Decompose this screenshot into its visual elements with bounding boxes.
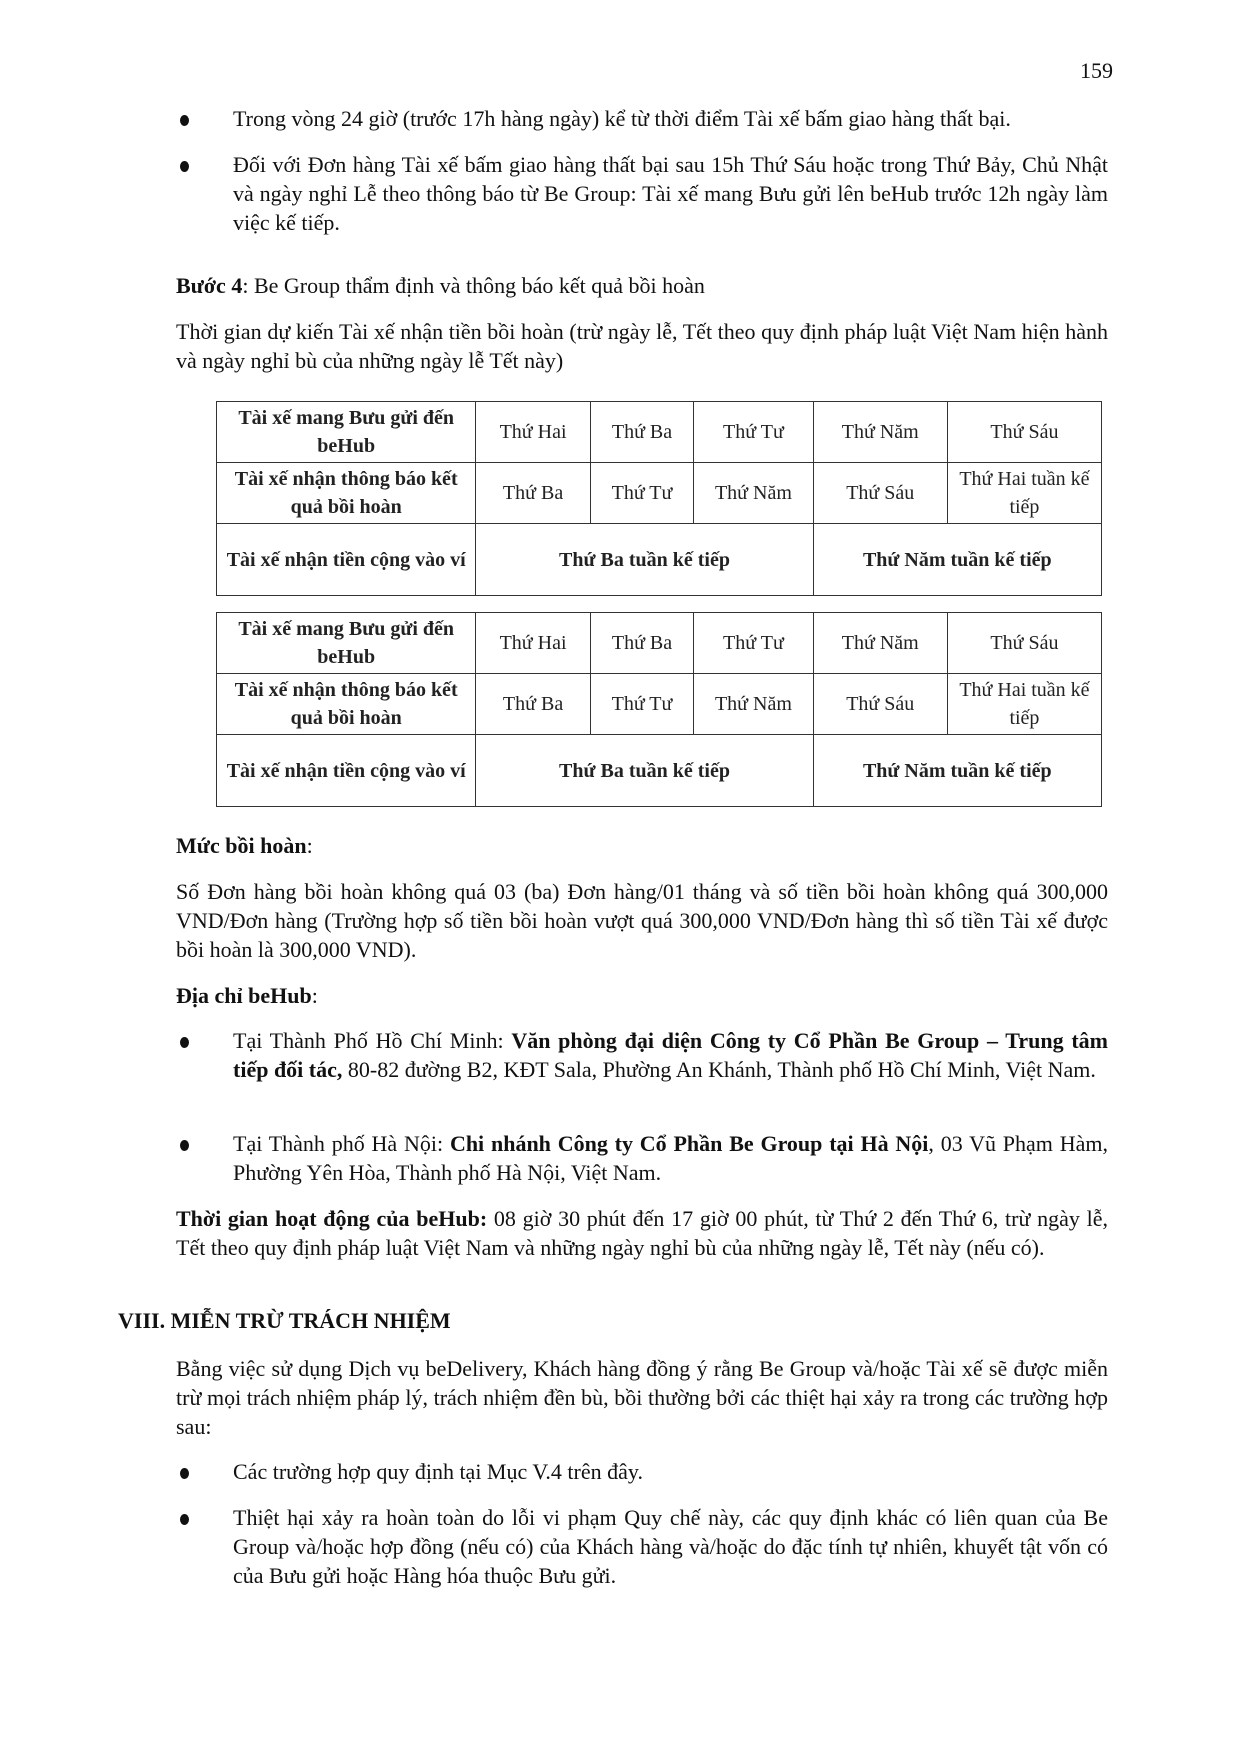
compensation-heading (176, 831, 1108, 860)
table-cell: Thứ Tư (590, 463, 693, 524)
table-cell: Thứ Ba (476, 674, 590, 735)
address-office-name: Chi nhánh Công ty Cổ Phần Be Group tại Hà Nội (449, 1131, 929, 1156)
page-number: 159 (1080, 58, 1113, 83)
table-row (217, 524, 1102, 596)
table-cell: Thứ Tư (694, 613, 813, 674)
table-cell: Thứ Hai (476, 402, 590, 463)
row-header: Tài xế mang Bưu gửi đến beHub (217, 613, 476, 674)
table-cell: Thứ Năm (694, 674, 813, 735)
step4-paragraph (176, 271, 1108, 300)
table-cell: Thứ Năm (813, 402, 947, 463)
table-cell: Thứ Năm tuần kế tiếp (813, 735, 1101, 807)
table-cell: Thứ Ba (476, 463, 590, 524)
bullet-text: Đối với Đơn hàng Tài xế bấm giao hàng thất bại sau 15h Thứ Sáu hoặc trong Thứ Bảy, Chủ Nhật và ngày nghỉ Lễ theo thông báo từ Be Group: Tài xế mang Bưu gửi lên beHub trước 12h ngày làm việc kế tiếp. (233, 152, 1108, 235)
bullet-item (176, 104, 1108, 133)
table-cell: Thứ Hai tuần kế tiếp (947, 463, 1101, 524)
row-header: Tài xế nhận tiền cộng vào ví (217, 735, 476, 807)
table-cell: Thứ Ba (590, 402, 693, 463)
section-intro: Bằng việc sử dụng Dịch vụ beDelivery, Khách hàng đồng ý rằng Be Group và/hoặc Tài xế sẽ được miễn trừ mọi trách nhiệm pháp lý, trách nhiệm đền bù, bồi thường bởi các thiệt hại xảy ra trong các trường hợp sau: (176, 1356, 1108, 1439)
table-cell: Thứ Sáu (813, 674, 947, 735)
table-cell: Thứ Sáu (947, 402, 1101, 463)
bullet-text: Trong vòng 24 giờ (trước 17h hàng ngày) kể từ thời điểm Tài xế bấm giao hàng thất bại. (233, 106, 1011, 131)
address-street: , 03 Vũ Phạm Hàm, Phường Yên Hòa, Thành phố Hà Nội, Việt Nam. (233, 1131, 1108, 1185)
table-cell: Thứ Năm tuần kế tiếp (813, 524, 1101, 596)
row-header: Tài xế nhận tiền cộng vào ví (217, 524, 476, 596)
step4-text: : Be Group thẩm định và thông báo kết quả bồi hoàn (242, 273, 705, 298)
table-cell: Thứ Hai (476, 613, 590, 674)
table-row (217, 463, 1102, 524)
row-header: Tài xế mang Bưu gửi đến beHub (217, 402, 476, 463)
table-cell: Thứ Sáu (947, 613, 1101, 674)
address-text (233, 1026, 1108, 1084)
expected-time-paragraph: Thời gian dự kiến Tài xế nhận tiền bồi hoàn (trừ ngày lễ, Tết theo quy định pháp luật Việt Nam hiện hành và ngày nghỉ bù của những ngày lễ Tết này) (176, 319, 1108, 373)
bullet-icon (176, 1129, 233, 1158)
bullet-item (176, 150, 1108, 237)
hours-label: Thời gian hoạt động của beHub: (176, 1206, 488, 1231)
compensation-paragraph: Số Đơn hàng bồi hoàn không quá 03 (ba) Đơn hàng/01 tháng và số tiền bồi hoàn không quá 300,000 VND/Đơn hàng (Trường hợp số tiền bồi hoàn vượt quá 300,000 VND/Đơn hàng thì số tiền Tài xế được bồi hoàn là 300,000 VND). (176, 879, 1108, 962)
address-office-name: Văn phòng đại diện Công ty Cổ Phần Be Group – Trung tâm tiếp đối tác, (233, 1028, 1108, 1082)
table-row (217, 613, 1102, 674)
table-cell: Thứ Ba tuần kế tiếp (476, 524, 813, 596)
bullet-text: Thiệt hại xảy ra hoàn toàn do lỗi vi phạm Quy chế này, các quy định khác có liên quan của Be Group và/hoặc hợp đồng (nếu có) của Khách hàng và/hoặc do đặc tính tự nhiên, khuyết tật vốn có của Bưu gửi hoặc Hàng hóa thuộc Bưu gửi. (233, 1505, 1108, 1588)
bullet-text: Các trường hợp quy định tại Mục V.4 trên đây. (233, 1459, 643, 1484)
bullet-item (176, 1457, 1108, 1486)
row-header: Tài xế nhận thông báo kết quả bồi hoàn (217, 674, 476, 735)
address-item (176, 1129, 1108, 1187)
table-cell: Thứ Ba (590, 613, 693, 674)
table-cell: Thứ Tư (590, 674, 693, 735)
address-colon: : (311, 983, 318, 1008)
bullet-item (176, 1503, 1108, 1590)
address-heading (176, 981, 1108, 1010)
address-item (176, 1026, 1108, 1084)
table-cell: Thứ Hai tuần kế tiếp (947, 674, 1101, 735)
bullet-icon (176, 104, 233, 133)
schedule-table-1 (216, 401, 1102, 596)
bullet-icon (176, 150, 233, 179)
address-text (233, 1129, 1108, 1187)
schedule-table-2 (216, 612, 1102, 807)
step4-label: Bước 4 (176, 273, 243, 298)
hours-paragraph (176, 1204, 1108, 1262)
table-row (217, 674, 1102, 735)
address-city: Tại Thành phố Hà Nội: (233, 1131, 450, 1156)
compensation-colon: : (306, 833, 313, 858)
address-street: 80-82 đường B2, KĐT Sala, Phường An Khánh, Thành phố Hồ Chí Minh, Việt Nam. (342, 1057, 1096, 1082)
table-cell: Thứ Năm (813, 613, 947, 674)
table-cell: Thứ Ba tuần kế tiếp (476, 735, 813, 807)
row-header: Tài xế nhận thông báo kết quả bồi hoàn (217, 463, 476, 524)
table-row (217, 735, 1102, 807)
table-cell: Thứ Tư (694, 402, 813, 463)
bullet-icon (176, 1026, 233, 1055)
address-label: Địa chỉ beHub (176, 983, 312, 1008)
table-cell: Thứ Sáu (813, 463, 947, 524)
address-city: Tại Thành Phố Hồ Chí Minh: (233, 1028, 512, 1053)
section-heading: VIII. MIỄN TRỪ TRÁCH NHIỆM (118, 1308, 451, 1333)
bullet-icon (176, 1503, 233, 1532)
hours-text: 08 giờ 30 phút đến 17 giờ 00 phút, từ Thứ 2 đến Thứ 6, trừ ngày lễ, Tết theo quy định pháp luật Việt Nam và những ngày nghỉ bù của những ngày lễ, Tết này (nếu có). (176, 1206, 1108, 1260)
compensation-label: Mức bồi hoàn (176, 833, 307, 858)
bullet-icon (176, 1457, 233, 1486)
table-cell: Thứ Năm (694, 463, 813, 524)
table-row (217, 402, 1102, 463)
